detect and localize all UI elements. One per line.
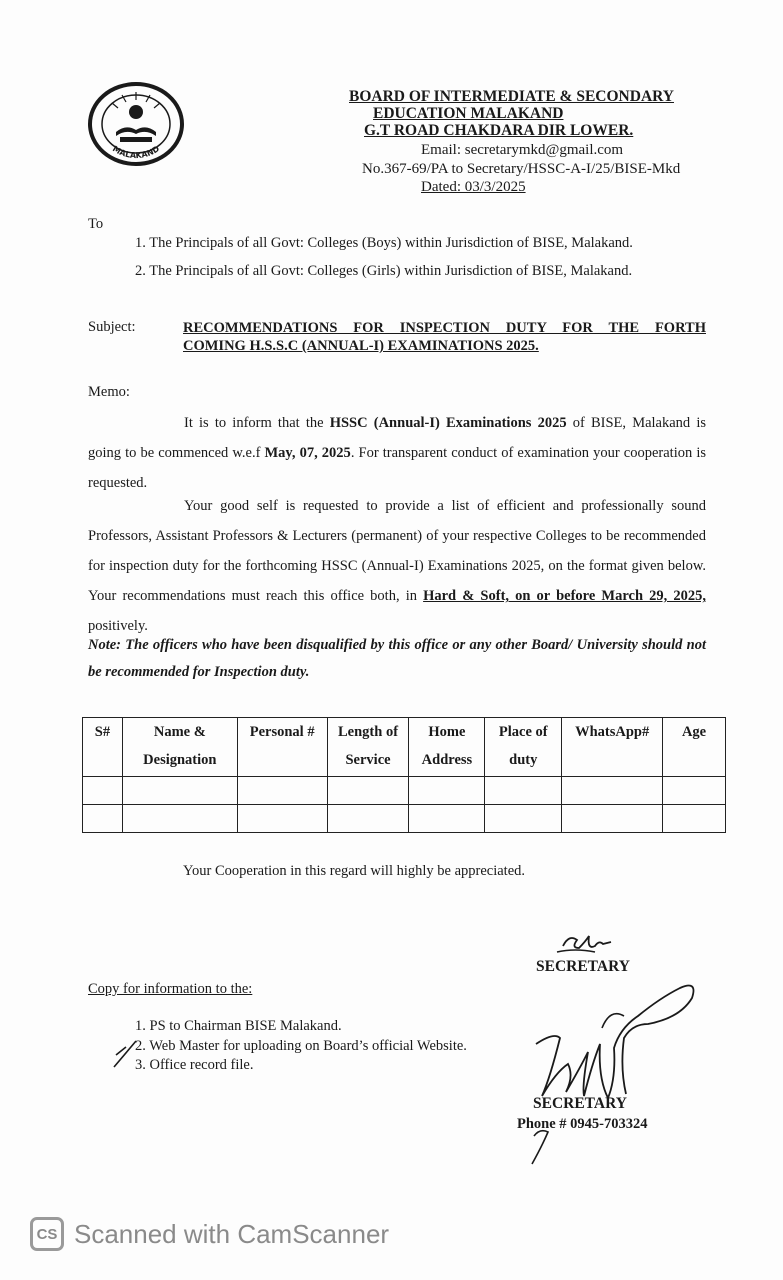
- memo-label: Memo:: [88, 384, 130, 400]
- board-name-line2: EDUCATION MALAKAND: [373, 105, 564, 122]
- memo-note: Note: The officers who have been disqualified by this office or any other Board/ University should not be recommended for Inspection duty.: [88, 637, 706, 680]
- col-header-length: Length of Service: [327, 718, 409, 777]
- col-header-name: Name & Designation: [122, 718, 237, 777]
- subject-label: Subject:: [88, 319, 136, 335]
- memo-paragraph-2: [88, 491, 706, 641]
- camscanner-watermark: [30, 1214, 389, 1254]
- table-row: [83, 777, 726, 805]
- p1-exam-name: HSSC (Annual-I) Examinations 2025: [329, 415, 567, 431]
- svg-text:MALAKAND: [111, 144, 161, 160]
- col-header-age: Age: [663, 718, 726, 777]
- col-header-sno: S#: [83, 718, 123, 777]
- p1-text: of BISE, Malakand is going to be commenced w.e.f: [88, 415, 707, 461]
- p2-text: positively.: [88, 618, 148, 634]
- reference-number: No.367-69/PA to Secretary/HSSC-A-I/25/BISE-Mkd: [362, 161, 681, 177]
- camscanner-logo-icon: CS: [30, 1217, 64, 1251]
- p2-text: Your good self is requested to provide a list of efficient and professionally sound Professors, Assistant Professors & Lecturers (permanent) of your respective Colleges to be recommended for inspection duty for the forthcoming HSSC (Annual-I) Examinations 2025, on the format given below. Your recommendations must reach this office both, in: [88, 498, 706, 604]
- recipient-item: 2. The Principals of all Govt: Colleges (Girls) within Jurisdiction of BISE, Malakand.: [135, 263, 633, 279]
- table-header-row: [83, 718, 726, 777]
- board-email: Email: secretarymkd@gmail.com: [421, 142, 624, 158]
- recommendation-table: [82, 717, 726, 833]
- to-label: To: [88, 216, 104, 232]
- copy-item: 2. Web Master for uploading on Board’s official Website.: [135, 1038, 467, 1054]
- table-row: [83, 805, 726, 833]
- p1-text: It is to inform that the: [184, 415, 330, 431]
- board-logo-icon: [86, 82, 186, 166]
- copy-label: Copy for information to the:: [88, 981, 253, 997]
- signatory2-title: SECRETARY: [533, 1095, 627, 1112]
- col-header-whatsapp: WhatsApp#: [562, 718, 663, 777]
- secretary-phone: Phone # 0945-703324: [517, 1116, 648, 1132]
- board-name-line1: BOARD OF INTERMEDIATE & SECONDARY: [349, 88, 674, 105]
- col-header-address: Home Address: [409, 718, 485, 777]
- memo-paragraph-1: [88, 408, 706, 498]
- copy-item: 1. PS to Chairman BISE Malakand.: [135, 1018, 342, 1034]
- subject-line1: RECOMMENDATIONS FOR INSPECTION DUTY FOR THE FORTH: [183, 320, 706, 336]
- copy-item: 3. Office record file.: [135, 1057, 254, 1073]
- recipient-item: 1. The Principals of all Govt: Colleges (Boys) within Jurisdiction of BISE, Malakand.: [135, 235, 633, 251]
- tick-mark-icon: [112, 1035, 140, 1069]
- p1-start-date: May, 07, 2025: [264, 445, 351, 461]
- col-header-personal: Personal #: [237, 718, 327, 777]
- handwritten-signature-icon: [520, 968, 705, 1168]
- p1-text: . For transparent conduct of examination your cooperation is requested.: [88, 445, 706, 491]
- p2-deadline: Hard & Soft, on or before March 29, 2025,: [423, 588, 706, 604]
- logo-ring-text: MALAKAND: [110, 144, 162, 161]
- watermark-text: Scanned with CamScanner: [74, 1218, 390, 1249]
- closing-line: Your Cooperation in this regard will highly be appreciated.: [183, 863, 526, 879]
- initials-signature-icon: [555, 928, 625, 958]
- letter-date: Dated: 03/3/2025: [421, 179, 526, 195]
- signatory-title: SECRETARY: [536, 958, 630, 975]
- board-address: G.T ROAD CHAKDARA DIR LOWER.: [364, 122, 634, 139]
- col-header-place: Place of duty: [485, 718, 562, 777]
- subject-line2: COMING H.S.S.C (ANNUAL-I) EXAMINATIONS 2025.: [183, 338, 539, 354]
